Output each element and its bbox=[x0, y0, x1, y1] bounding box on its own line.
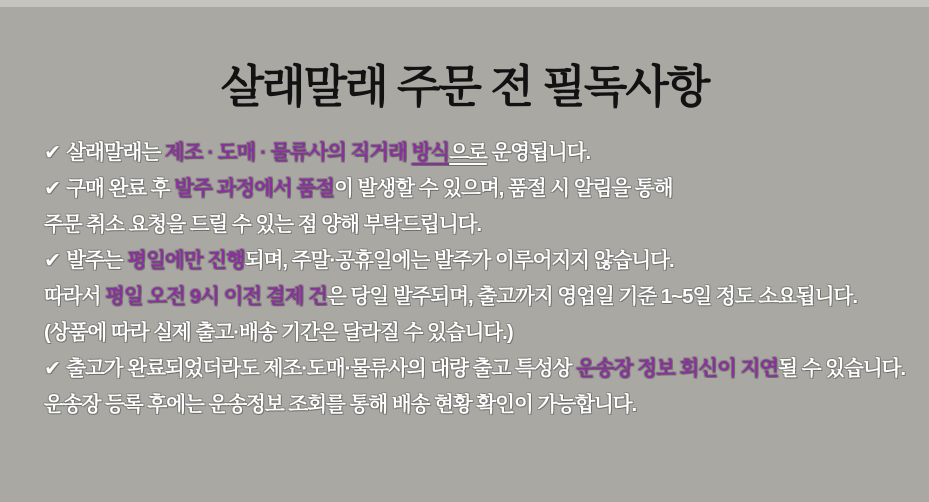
text-segment: (상품에 따라 실제 출고·배송 기간은 달라질 수 있습니다.) bbox=[44, 321, 513, 344]
text-segment: 제조 · 도매 · 물류사의 직거래 bbox=[164, 141, 412, 164]
text-segment: 주문 취소 요청을 드릴 수 있는 점 양해 부탁드립니다. bbox=[44, 213, 482, 236]
notice-line bbox=[44, 140, 913, 166]
text-segment: 운송장 등록 후에는 운송정보 조회를 통해 배송 현황 확인이 가능합니다. bbox=[44, 393, 637, 416]
check-icon: ✔ bbox=[44, 357, 61, 380]
top-edge-band bbox=[0, 0, 929, 7]
text-segment: 이 발생할 수 있으며, 품절 시 알림을 통해 bbox=[334, 177, 673, 200]
notice-line bbox=[44, 320, 913, 346]
text-segment: 운영됩니다. bbox=[486, 141, 591, 164]
text-segment: 되며, 주말·공휴일에는 발주가 이루어지지 않습니다. bbox=[244, 249, 674, 272]
notice-line bbox=[44, 392, 913, 418]
text-segment: 운송장 정보 회신이 지연 bbox=[576, 357, 779, 380]
text-segment: 출고가 완료되었더라도 제조·도매·물류사의 대량 출고 특성상 bbox=[66, 357, 577, 380]
notice-line bbox=[44, 248, 913, 274]
text-segment: 은 당일 발주되며, 출고까지 영업일 기준 1~5일 정도 소요됩니다. bbox=[327, 285, 858, 308]
text-segment: 구매 완료 후 bbox=[66, 177, 175, 200]
text-segment: 발주 과정에서 품절 bbox=[174, 177, 335, 200]
page-title: 살래말래 주문 전 필독사항 bbox=[220, 61, 709, 112]
text-segment: 될 수 있습니다. bbox=[778, 357, 906, 380]
text-segment: 살래말래는 bbox=[66, 141, 165, 164]
notice-body bbox=[44, 140, 913, 428]
text-segment: 발주는 bbox=[66, 249, 128, 272]
notice-line bbox=[44, 176, 913, 202]
text-segment: 따라서 bbox=[44, 285, 106, 308]
notice-line bbox=[44, 356, 913, 382]
notice-line bbox=[44, 212, 913, 238]
notice-line bbox=[44, 284, 913, 310]
check-icon: ✔ bbox=[44, 249, 61, 272]
text-segment: 으로 bbox=[449, 141, 487, 164]
text-segment: 평일에만 진행 bbox=[127, 249, 245, 272]
text-segment: 방식 bbox=[411, 141, 450, 164]
check-icon: ✔ bbox=[44, 177, 61, 200]
check-icon: ✔ bbox=[44, 141, 61, 164]
text-segment: 평일 오전 9시 이전 결제 건 bbox=[105, 285, 328, 308]
